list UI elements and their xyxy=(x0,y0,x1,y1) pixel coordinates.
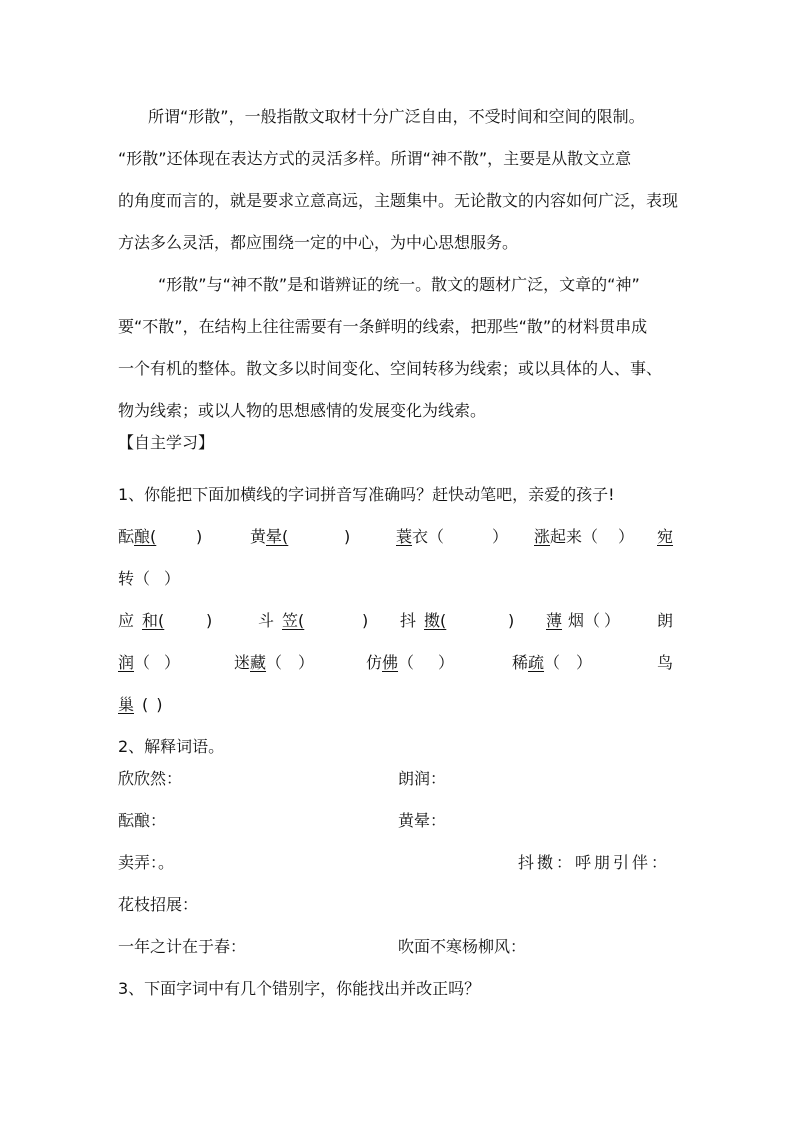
word-5-char-a xyxy=(657,526,673,548)
word-6 xyxy=(118,610,164,632)
q2-item-dousou-hupengyinban: 抖擞：呼朋引伴： xyxy=(518,853,671,872)
word-13-char-b: 疏 xyxy=(528,653,545,672)
word-9-open-paren: （ xyxy=(584,611,601,630)
section-title: 【自主学习】 xyxy=(118,433,215,452)
word-5-char-b: 转 xyxy=(118,569,135,588)
intro-p1-line-1: 所谓“形散”，一般指散文取材十分广泛自由，不受时间和空间的限制。 xyxy=(148,107,645,126)
word-6-char-b: 和 xyxy=(142,611,159,630)
word-8-char-b: 擞 xyxy=(424,611,441,630)
word-5-close-paren: ） xyxy=(164,569,181,588)
word-14-open-paren: ( xyxy=(142,695,149,714)
word-7 xyxy=(258,610,304,632)
word-4-char-a: 涨 xyxy=(534,527,551,546)
word-11-char-a: 迷 xyxy=(234,653,251,672)
word-12-char-b: 佛 xyxy=(382,653,399,672)
word-7-close-paren: ) xyxy=(362,611,369,630)
q2-item-huazhizhaozhan: 花枝招展： xyxy=(118,895,199,914)
word-3 xyxy=(396,526,444,548)
word-3-close-paren: ） xyxy=(492,527,509,546)
word-11-char-b: 藏 xyxy=(250,653,267,672)
word-9-char-a: 薄 xyxy=(546,611,563,630)
word-14-close-paren: ) xyxy=(156,695,163,714)
word-10-open-paren: （ xyxy=(134,653,151,672)
word-9-char-b: 烟 xyxy=(568,611,585,630)
intro-p2-line-2: 要“不散”，在结构上往往需要有一条鲜明的线索，把那些“散”的材料贯串成 xyxy=(118,317,648,336)
word-1-open-paren: ( xyxy=(150,527,157,546)
word-8-close-paren: ) xyxy=(508,611,515,630)
word-3-open-paren: （ xyxy=(428,527,445,546)
word-13-open-paren: （ xyxy=(544,653,561,672)
word-1-char-a: 酝 xyxy=(118,527,135,546)
word-11-close-paren: ） xyxy=(298,653,315,672)
word-2-open-paren: ( xyxy=(282,527,289,546)
intro-p2-line-1: “形散”与“神不散”是和谐辨证的统一。散文的题材广泛，文章的“神” xyxy=(158,275,640,294)
q2-item-mainong: 卖弄：。 xyxy=(118,853,175,872)
q2-title: 2、解释词语。 xyxy=(118,737,225,756)
word-8-char-a: 抖 xyxy=(400,611,417,630)
word-8-open-paren: ( xyxy=(440,611,447,630)
word-4-char-b: 起来 xyxy=(550,527,583,546)
word-1-char-b: 酿 xyxy=(134,527,151,546)
word-14-char-b: 巢 xyxy=(118,695,135,714)
intro-p1-line-2: “形散”还体现在表达方式的灵活多样。所谓“神不散”，主要是从散文立意 xyxy=(118,149,632,168)
word-2-close-paren: ) xyxy=(344,527,351,546)
q2-item-chuimian: 吹面不寒杨柳风： xyxy=(398,937,527,956)
word-9 xyxy=(546,610,620,632)
word-5-char-a-text: 宛 xyxy=(657,527,674,546)
word-13-char-a: 稀 xyxy=(512,653,529,672)
word-10-line-2 xyxy=(118,652,180,674)
word-8 xyxy=(400,610,446,632)
word-4-close-paren: ） xyxy=(618,527,635,546)
word-3-char-a: 蓑 xyxy=(396,527,413,546)
q2-item-langrun: 朗润： xyxy=(398,769,447,788)
word-7-open-paren: ( xyxy=(298,611,305,630)
word-9-close-paren: ） xyxy=(604,611,621,630)
word-10-char-a: 朗 xyxy=(657,611,674,630)
word-4-open-paren: （ xyxy=(582,527,599,546)
word-5-line-2 xyxy=(118,568,180,590)
word-6-char-a: 应 xyxy=(118,611,135,630)
word-7-char-b: 笠 xyxy=(282,611,299,630)
word-11 xyxy=(234,652,314,674)
word-12-char-a: 仿 xyxy=(366,653,383,672)
word-4 xyxy=(534,526,598,548)
intro-p2-line-4: 物为线索；或以人物的思想感情的发展变化为线索。 xyxy=(118,401,487,420)
word-13 xyxy=(512,652,592,674)
word-1-close-paren: ) xyxy=(196,527,203,546)
q2-item-yunniang: 酝酿： xyxy=(118,811,167,830)
q2-item-yinianzhiji: 一年之计在于春： xyxy=(118,937,247,956)
word-2-char-b: 晕 xyxy=(266,527,283,546)
word-13-close-paren: ） xyxy=(576,653,593,672)
intro-p2-line-3: 一个有机的整体。散文多以时间变化、空间转移为线索；或以具体的人、事、 xyxy=(118,359,663,378)
word-10-close-paren: ） xyxy=(164,653,181,672)
intro-p1-line-3: 的角度而言的，就是要求立意高远，主题集中。无论散文的内容如何广泛，表现 xyxy=(118,191,679,210)
word-12 xyxy=(366,652,454,674)
q3-title: 3、下面字词中有几个错别字，你能找出并改正吗？ xyxy=(118,979,481,998)
word-3-char-b: 衣 xyxy=(412,527,429,546)
word-5-open-paren: （ xyxy=(134,569,151,588)
intro-p1-line-4: 方法多么灵活，都应围绕一定的中心，为中心思想服务。 xyxy=(118,233,519,252)
word-6-close-paren: ) xyxy=(206,611,213,630)
word-1 xyxy=(118,526,156,548)
word-14-char-a: 鸟 xyxy=(657,653,674,672)
word-14-line-2 xyxy=(118,694,163,716)
q2-item-huangyun: 黄晕： xyxy=(398,811,447,830)
word-10-char-b: 润 xyxy=(118,653,135,672)
word-12-open-paren: （ xyxy=(398,653,415,672)
word-6-open-paren: ( xyxy=(158,611,165,630)
q1-title: 1、你能把下面加横线的字词拼音写准确吗？赶快动笔吧，亲爱的孩子! xyxy=(118,485,615,504)
word-12-close-paren: ） xyxy=(438,653,455,672)
word-11-open-paren: （ xyxy=(266,653,283,672)
word-2 xyxy=(250,526,288,548)
word-7-char-a: 斗 xyxy=(258,611,275,630)
q2-item-xinxinran: 欣欣然： xyxy=(118,769,183,788)
word-2-char-a: 黄 xyxy=(250,527,267,546)
